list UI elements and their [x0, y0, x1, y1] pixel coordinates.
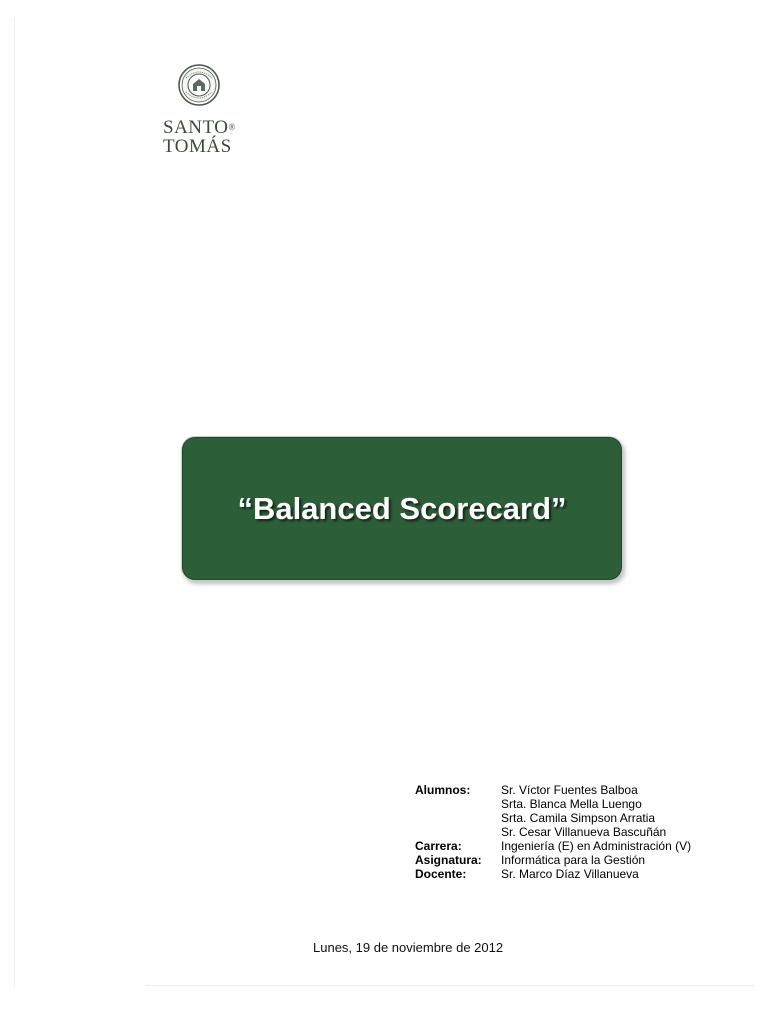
docente-label: Docente: [415, 867, 467, 881]
logo-name-line2: TOMÁS [163, 136, 232, 157]
alumnos-label: Alumnos: [415, 783, 471, 797]
title-banner [181, 436, 623, 581]
asignatura-value: Informática para la Gestión [501, 853, 646, 867]
document-title: “Balanced Scorecard” [237, 490, 567, 526]
carrera-value: Ingeniería (E) en Administración (V) [501, 839, 692, 853]
alumno-name: Sr. Víctor Fuentes Balboa [501, 783, 638, 797]
info-row-asignatura [415, 853, 691, 867]
cover-info-block [415, 783, 691, 881]
university-seal-icon [178, 64, 220, 106]
info-row-alumno [415, 797, 691, 811]
asignatura-label: Asignatura: [415, 853, 482, 867]
page-left-edge [14, 18, 15, 988]
info-row-alumno [415, 825, 691, 839]
info-row-docente [415, 867, 691, 881]
alumno-name: Srta. Camila Simpson Arratia [501, 811, 656, 825]
info-row-alumnos [415, 783, 691, 797]
alumno-name: Srta. Blanca Mella Luengo [501, 797, 642, 811]
logo-name-line1: SANTO® [163, 117, 236, 138]
page-bottom-edge [145, 985, 755, 986]
document-date: Lunes, 19 de noviembre de 2012 [313, 940, 504, 955]
santo-tomas-logo [158, 62, 246, 162]
carrera-label: Carrera: [415, 839, 462, 853]
docente-value: Sr. Marco Díaz Villanueva [501, 867, 639, 881]
info-row-carrera [415, 839, 691, 853]
alumno-name: Sr. Cesar Villanueva Bascuñán [501, 825, 667, 839]
info-row-alumno [415, 811, 691, 825]
